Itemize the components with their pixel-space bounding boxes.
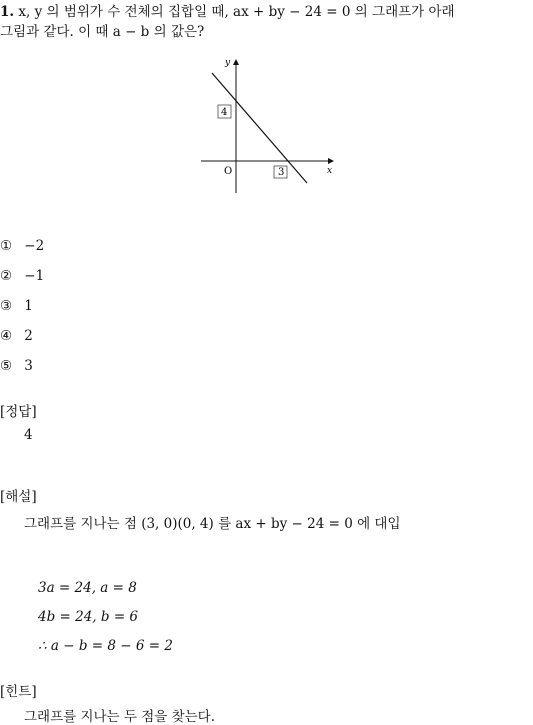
question-text-1: x, y 의 범위가 수 전체의 집합일 때, ax + by − 24 = 0 의 그래프가 아래 bbox=[18, 4, 455, 20]
hint-text: 그래프를 지나는 두 점을 찾는다. bbox=[24, 709, 215, 725]
origin-label: O bbox=[224, 166, 233, 177]
choice-2-mark: ② bbox=[0, 268, 13, 284]
choice-1-value: −2 bbox=[24, 238, 45, 254]
choice-3-value: 1 bbox=[24, 298, 33, 314]
choice-3[interactable] bbox=[0, 298, 33, 314]
choice-5[interactable] bbox=[0, 358, 33, 374]
x-intercept-label: 3 bbox=[278, 167, 285, 178]
explanation-heading: [해설] bbox=[0, 489, 37, 505]
question-number: 1. bbox=[0, 4, 15, 20]
y-intercept-label: 4 bbox=[221, 107, 228, 118]
y-axis-label: y bbox=[225, 58, 231, 68]
choice-4-mark: ④ bbox=[0, 328, 13, 344]
choice-2[interactable] bbox=[0, 268, 44, 284]
choice-4[interactable] bbox=[0, 328, 33, 344]
choice-4-value: 2 bbox=[24, 328, 33, 344]
question-line-2: 그림과 같다. 이 때 a − b 의 값은? bbox=[0, 24, 205, 40]
choice-5-value: 3 bbox=[24, 358, 33, 374]
choice-5-mark: ⑤ bbox=[0, 358, 13, 374]
choice-1-mark: ① bbox=[0, 238, 13, 254]
linear-graph bbox=[195, 55, 340, 195]
explanation-step-3: ∴ a − b = 8 − 6 = 2 bbox=[38, 638, 173, 654]
choice-3-mark: ③ bbox=[0, 298, 13, 314]
choice-1[interactable] bbox=[0, 238, 44, 254]
choice-2-value: −1 bbox=[24, 268, 45, 284]
question-line-1 bbox=[0, 2, 455, 22]
answer-value: 4 bbox=[24, 427, 33, 443]
x-axis-label: x bbox=[327, 166, 333, 176]
answer-heading: [정답] bbox=[0, 404, 37, 420]
explanation-intro: 그래프를 지나는 점 (3, 0)(0, 4) 를 ax + by − 24 = 0 에 대입 bbox=[24, 516, 401, 532]
explanation-step-1: 3a = 24, a = 8 bbox=[38, 580, 137, 596]
hint-heading: [힌트] bbox=[0, 684, 37, 700]
explanation-step-2: 4b = 24, b = 6 bbox=[38, 609, 139, 625]
